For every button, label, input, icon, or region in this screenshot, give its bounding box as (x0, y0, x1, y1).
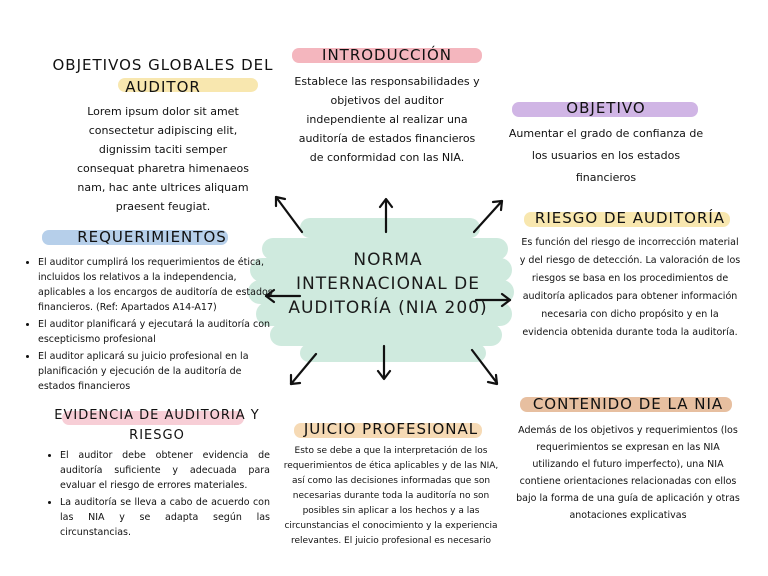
introduccion-title: INTRODUCCIÓN (322, 46, 452, 64)
evidencia-item: • El auditor debe obtener evidencia de auditoría suficiente y adecuada para evaluar el riesgo de errores materiales. (60, 448, 270, 493)
requerimientos-title: REQUERIMIENTOS (77, 228, 227, 246)
contenido-title: CONTENIDO DE LA NIA (532, 395, 724, 413)
evidencia-title-line2: RIESGO (129, 428, 185, 443)
riesgo-section (518, 206, 742, 342)
juicio-text: Esto se debe a que la interpretación de los requerimientos de ética aplicables y de las NIA, así como las decisiones informadas que son necesarias durante toda la auditoría no son posibles sin aplicar a los hechos y a las circunstancias el conocimiento y la experiencia relevantes. El juicio profesional es necesario (283, 446, 499, 546)
center-title (270, 248, 506, 320)
objetivo-text: Aumentar el grado de confianza de los usuarios en los estados financieros (508, 127, 704, 184)
requerimientos-section (24, 225, 280, 396)
objetivo-section (506, 97, 706, 189)
objetivos-globales-text: Lorem ipsum dolor sit amet consectetur adipiscing elit, dignissim taciti semper consequat pharetra himenaeos nam, hac ante ultrices aliquam praesent feugiat. (76, 105, 250, 213)
riesgo-text: Es función del riesgo de incorrección material y del riesgo de detección. La valoración de los riesgos se basa en los procedimientos de auditoría aplicados para obtener información necesaria con dicho propósito y en la evidencia obtenida durante toda la auditoría. (519, 237, 741, 338)
center-title-line3: AUDITORÍA (NIA 200) (288, 298, 488, 318)
juicio-section (282, 416, 500, 549)
objetivos-globales-section (52, 54, 274, 216)
riesgo-title: RIESGO DE AUDITORÍA (534, 209, 726, 227)
objetivos-globales-title-line2: AUDITOR (125, 78, 201, 96)
evidencia-title-line1: EVIDENCIA DE AUDITORIA Y (54, 408, 260, 423)
evidencia-section (44, 406, 270, 542)
center-title-line2: INTERNACIONAL DE (295, 274, 481, 294)
objetivos-globales-title-line1: OBJETIVOS GLOBALES DEL (52, 56, 274, 74)
requerimientos-list (24, 255, 280, 394)
introduccion-section (284, 44, 490, 167)
requerimientos-item: • El auditor cumplirá los requerimientos de ética, incluidos los relativos a la independencia, aplicables a los encargos de auditoría de estados financieros. (Ref: Apartados A14-A17) (38, 255, 280, 315)
evidencia-list (44, 448, 270, 540)
requerimientos-item: • El auditor aplicará su juicio profesional en la planificación y ejecución de la auditoría de estados financieros (38, 349, 280, 394)
evidencia-item: • La auditoría se lleva a cabo de acuerdo con las NIA y se adapta según las circunstancias. (60, 495, 270, 540)
center-title-line1: NORMA (353, 250, 423, 270)
juicio-title: JUICIO PROFESIONAL (303, 420, 479, 438)
objetivo-title: OBJETIVO (566, 99, 646, 117)
contenido-section (516, 392, 740, 524)
requerimientos-item: • El auditor planificará y ejecutará la auditoría con escepticismo profesional (38, 317, 280, 347)
contenido-text: Además de los objetivos y requerimientos (los requerimientos se expresan en las NIA utilizando el futuro imperfecto), una NIA contiene orientaciones relacionadas con ellos bajo la forma de una guía de aplicación y otras anotaciones explicativas (516, 425, 740, 521)
introduccion-text: Establece las responsabilidades y objetivos del auditor independiente al realizar una auditoría de estados financieros de conformidad con las NIA. (294, 75, 480, 164)
